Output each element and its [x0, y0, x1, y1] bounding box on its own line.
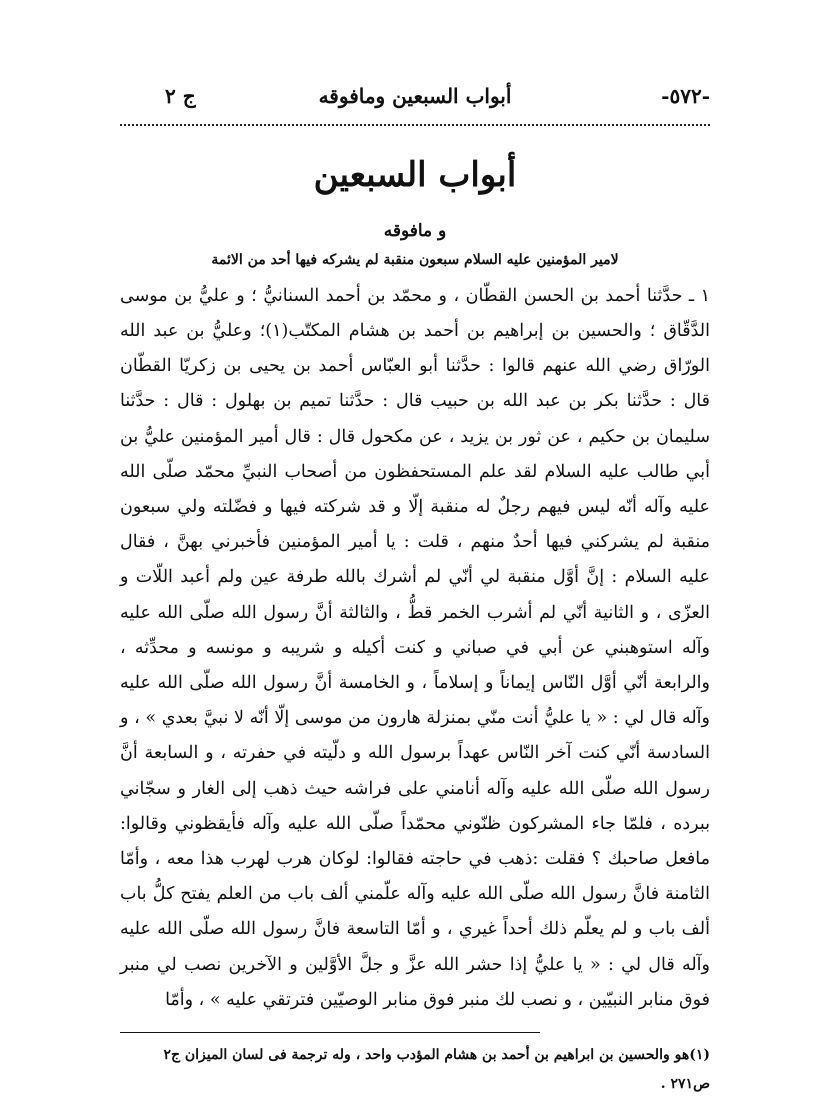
book-page — [120, 78, 710, 1093]
chapter-subtitle: و مافوقه — [383, 220, 447, 241]
header-divider — [120, 124, 710, 126]
page-number: -٥٧٢- — [661, 84, 710, 108]
footnote-divider — [120, 1032, 540, 1033]
running-header — [120, 78, 710, 114]
volume-label: ج ٢ — [165, 84, 196, 108]
hadith-paragraph: ١ ـ حدَّثنا أحمد بن الحسن القطّان ، و محمّد بن أحمد السنانيُّ ؛ و عليُّ بن موسى الدَّقّاق ؛ والحسين بن إبراهيم بن أحمد بن هشام المكتّب(١)؛ وعليُّ بن عبد الله الورّاق رضي الله عنهم قالوا : حدَّثنا أبو العبّاس أحمد بن يحيى بن زكريّا القطّان قال : حدَّثنا بكر بن عبد الله بن حبيب قال : حدَّثنا تميم بن بهلول : قال : حدَّثنا سليمان بن حكيم ، عن ثور بن يزيد ، عن مكحول قال : قال أمير المؤمنين عليُّ بن أبي طالب عليه السلام لقد علم المستحفظون من أصحاب النبيِّ محمّد صلّى الله عليه وآله أنّه ليس فيهم رجلٌ له منقبة إلّا و قد شركته فيها و فضّلته ولي سبعون منقبة لم يشركني فيها أحدٌ منهم ، قلت : يا أمير المؤمنين فأخبرني بهنَّ ، فقال عليه السلام : إنَّ أوَّل منقبة لي أنّي لم أشرك بالله طرفة عين ولم أعبد اللّات و العزّى ، و الثانية أنّي لم أشرب الخمر قطُّ ، والثالثة أنَّ رسول الله صلّى الله عليه وآله استوهبني عن أبي في صباني و كنت أكيله و شريبه و مونسه و محدِّثه ، والرابعة أنّي أوَّل النّاس إيماناً و إسلاماً ، و الخامسة أنَّ رسول الله صلّى الله عليه وآله قال لي : « يا عليُّ أنت منّي بمنزلة هارون من موسى إلّا أنّه لا نبيَّ بعدي » ، و السادسة أنّي كنت آخر النّاس عهداً برسول الله و دلّيته في حفرته ، و السابعة أنَّ رسول الله صلّى الله عليه وآله أنامني على فراشه حيث ذهب إلى الغار و سجّاني ببرده ، فلمّا جاء المشركون ظنّوني محمّداً صلّى الله عليه وآله فأيقظوني وقالوا: مافعل صاحبك ؟ فقلت :ذهب في حاجته فقالوا: لوكان هرب لهرب هذا معه ، وأمّا الثامنة فانَّ رسول الله صلّى الله عليه وآله علّمني ألف باب من العلم يفتح كلُّ باب ألف باب و لم يعلّم ذلك أحداً غيري ، و أمّا التاسعة فانَّ رسول الله صلّى الله عليه وآله قال لي : « يا عليُّ إذا حشر الله عزَّ و جلَّ الأوَّلين و الآخرين نصب لي منبر فوق منابر النبيّين ، و نصب لك منبر فوق منابر الوصيّين فترتقي عليه » ، وأمّا — [120, 285, 710, 1010]
body-text — [120, 279, 710, 1018]
chapter-description: لامير المؤمنين عليه السلام سبعون منقبة لم يشركه فيها أحد من الائمة — [211, 251, 619, 268]
footnote: (١)هو والحسين بن ابراهيم بن أحمد بن هشام المؤدب واحد ، وله ترجمة فى لسان الميزان ج٢ ص٢٧١ . — [163, 1047, 710, 1093]
running-title: أبواب السبعين ومافوقه — [318, 84, 512, 108]
chapter-title: أبواب السبعين — [313, 155, 517, 195]
